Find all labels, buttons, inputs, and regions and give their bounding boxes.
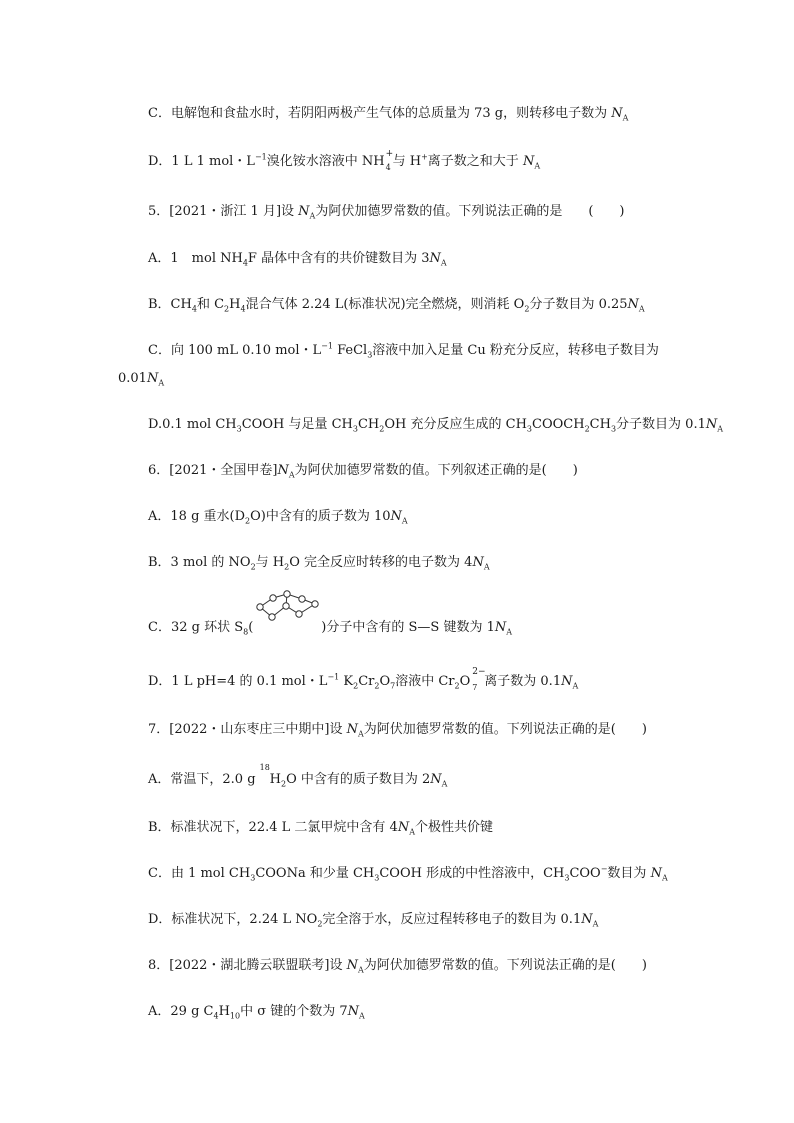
question-6: 6．[2021・全国甲卷]$N_A$为阿伏加德罗常数的值。下列叙述正确的是( ) [148,463,578,480]
question-6-option-c: C．32 g 环状 $S_8$( )分子中含有的 S—S 键数为 $1N_A$ [148,620,513,637]
question-5-option-d: D.0.1 mol $CH_3COOH$ 与足量 $CH_3CH_2OH$ 充分反应生成的 $CH_3COOCH_2CH_3$分子数目为 $0.1N_A$ [148,417,724,434]
question-5: 5．[2021・浙江 1 月]设 $N_A$为阿伏加德罗常数的值。下列说法正确的是 ( ) [148,204,625,221]
question-7-option-b: B．标准状况下，22.4 L 二氯甲烷中含有 $4N_A$个极性共价键 [148,820,493,837]
question-5-option-c: C．向 100 mL 0.10 mol・$L^{-1}$ FeCl$_3$溶液中加入足量 Cu 粉充分反应，转移电子数目为 [148,341,659,360]
question-6-option-a: A．18 g 重水$(D_2O)$中含有的质子数为 $10N_A$ [148,509,408,526]
question-5-option-a: A．1 mol $NH_4F$ 晶体中含有的共价键数目为 $3N_A$ [148,251,447,268]
question-6-option-d: D．1 L pH=4 的 0.1 mol・$L^{-1}$ $K_2Cr_2O_7$溶液中 $Cr_2O$ 2− 7 离子数为 $0.1N_A$ [148,667,579,692]
question-7-option-a: A．常温下，2.0 g 18 $H_2O$ 中含有的质子数目为 $2N_A$ [148,763,448,789]
question-7: 7．[2022・山东枣庄三中期中]设 $N_A$为阿伏加德罗常数的值。下列说法正确的是( ) [148,722,647,739]
question-8: 8．[2022・湖北腾云联盟联考]设 $N_A$为阿伏加德罗常数的值。下列说法正确的是( ) [148,958,647,975]
option-c-prev: C．电解饱和食盐水时，若阴阳两极产生气体的总质量为 73 g，则转移电子数为 $N_A$ [148,106,629,123]
question-5-option-c-cont: $0.01N_A$ [118,371,165,388]
option-d-prev: D．1 L 1 mol・$L^{-1}$溴化铵水溶液中 NH + 4 与 H+离子数之和大于 $N_A$ [148,149,541,172]
question-7-option-d: D．标准状况下，2.24 L $NO_2$完全溶于水，反应过程转移电子的数目为 $0.1N_A$ [148,912,599,929]
question-5-option-b: B．$CH_4$和 $C_2H_4$混合气体 2.24 L(标准状况)完全燃烧，则消耗 $O_2$分子数目为 $0.25N_A$ [148,297,645,314]
question-6-option-b: B．3 mol 的 $NO_2$与 $H_2O$ 完全反应时转移的电子数为 $4N_A$ [148,555,490,572]
question-8-option-a: A．29 g $C_4H_{10}$中 σ 键的个数为 $7N_A$ [148,1004,365,1021]
question-7-option-c: C．由 1 mol $CH_3COONa$ 和少量 $CH_3COOH$ 形成的中性溶液中，$CH_3COO^-$数目为 $N_A$ [148,864,668,883]
